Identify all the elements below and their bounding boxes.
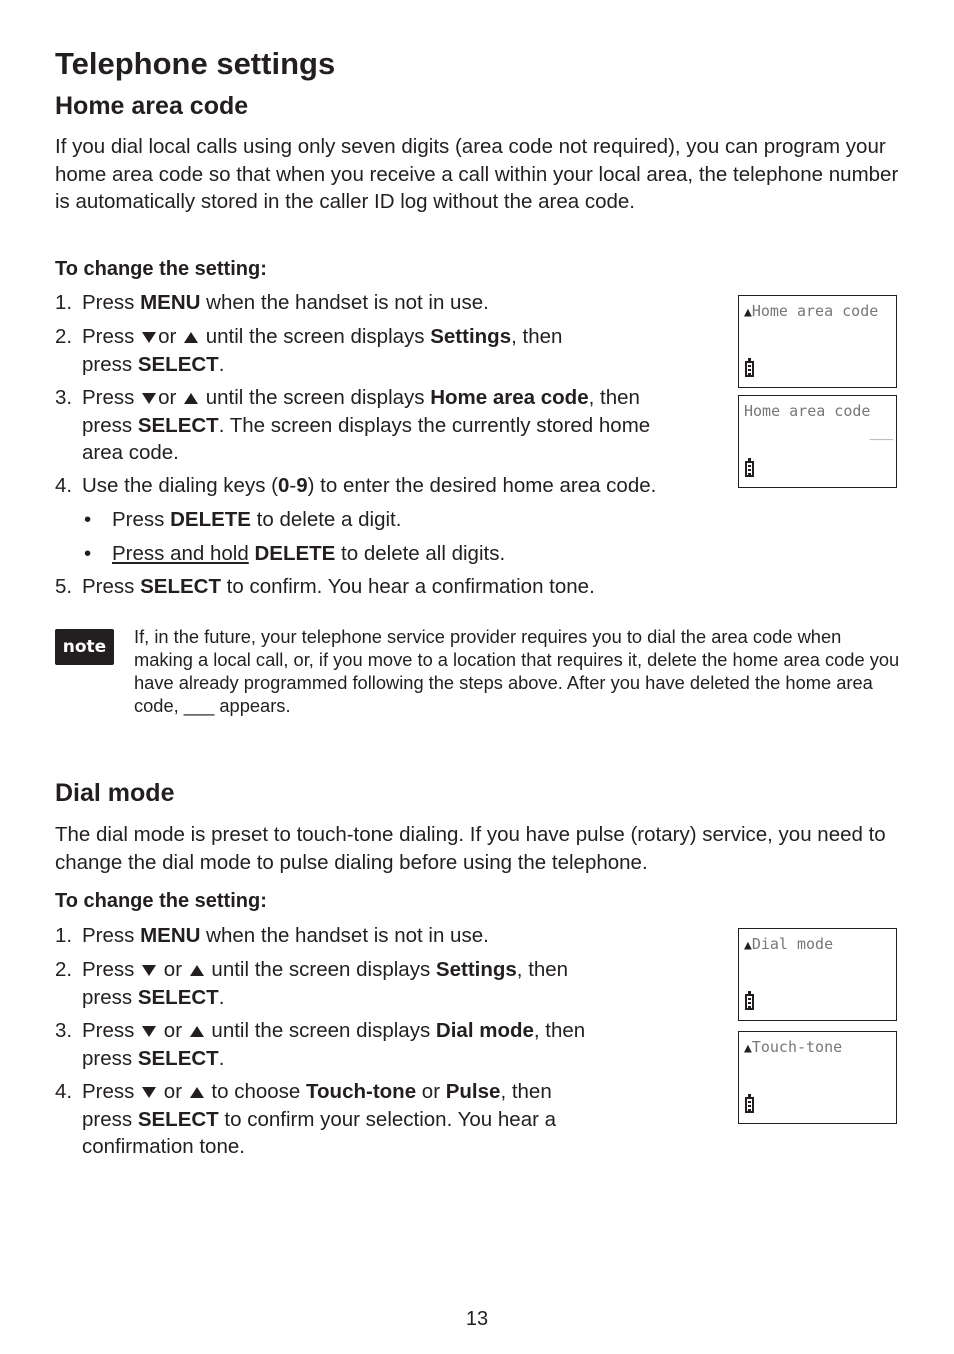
dial-mode-intro: The dial mode is preset to touch-tone dialing. If you have pulse (rotary) service, you need to change the dial mode to pulse dialing before using the telephone. [55, 823, 886, 874]
home-bullet-2: • Press and hold DELETE to delete all digits. [84, 542, 506, 565]
dial-step-3: 3. Press or until the screen displays Dial mode, then press SELECT. [55, 1019, 586, 1070]
down-arrow-icon [142, 1087, 156, 1098]
up-down-arrow-icon: ▲ [744, 938, 752, 953]
page-number: 13 [465, 1308, 489, 1330]
battery-icon [745, 461, 754, 477]
up-arrow-icon [190, 1087, 204, 1098]
up-arrow-icon [190, 1026, 204, 1037]
dial-step-2: 2. Press or until the screen displays Settings, then press SELECT. [55, 958, 569, 1009]
battery-icon [745, 361, 754, 377]
home-change-setting-label: To change the setting: [55, 258, 267, 280]
home-bullet-1: • Press DELETE to delete a digit. [84, 508, 402, 531]
up-down-arrow-icon: ▲ [744, 1041, 752, 1056]
dial-step-1: 1. Press MENU when the handset is not in use. [55, 924, 489, 947]
up-arrow-icon [190, 965, 204, 976]
up-down-arrow-icon: ▲ [744, 305, 752, 320]
lcd-screen-home-area-code-menu: ▲Home area code [738, 295, 897, 388]
note-text: If, in the future, your telephone service provider requires you to dial the area code when making a local call, or, if you move to a location that requires it, delete the home area code you have already programmed following the steps above. After you have deleted the home area code, ___ appears. [134, 626, 900, 716]
lcd-screen-touch-tone: ▲Touch-tone [738, 1031, 897, 1124]
battery-icon [745, 994, 754, 1010]
note-badge: note [55, 629, 114, 665]
home-area-code-intro: If you dial local calls using only seven digits (area code not required), you can program your home area code so that when you receive a call within your local area, the telephone number is automatically stored in the caller ID log without the area code. [55, 135, 899, 213]
lcd-screen-home-area-code-entry: Home area code ___ [738, 395, 897, 488]
down-arrow-icon [142, 965, 156, 976]
home-step-1: 1. Press MENU when the handset is not in use. [55, 291, 489, 314]
down-arrow-icon [142, 1026, 156, 1037]
dial-change-setting-label: To change the setting: [55, 890, 267, 912]
battery-icon [745, 1097, 754, 1113]
home-step-4: 4. Use the dialing keys (0-9) to enter the desired home area code. [55, 474, 657, 497]
page-title: Telephone settings [55, 46, 336, 81]
home-step-2: 2. Press or until the screen displays Settings, then press SELECT. [55, 325, 563, 376]
lcd-screen-dial-mode: ▲Dial mode [738, 928, 897, 1021]
home-step-3: 3. Press or until the screen displays Home area code, then press SELECT. The screen displays the currently stored home area code. [55, 386, 651, 464]
up-arrow-icon [184, 393, 198, 404]
home-step-5: 5. Press SELECT to confirm. You hear a confirmation tone. [55, 575, 595, 598]
section-heading-dial-mode: Dial mode [55, 779, 175, 807]
down-arrow-icon [142, 332, 156, 343]
down-arrow-icon [142, 393, 156, 404]
section-heading-home-area-code: Home area code [55, 92, 249, 120]
up-arrow-icon [184, 332, 198, 343]
dial-step-4: 4. Press or to choose Touch-tone or Pulse, then press SELECT to confirm your selection. You hear a confirmation tone. [55, 1080, 557, 1158]
